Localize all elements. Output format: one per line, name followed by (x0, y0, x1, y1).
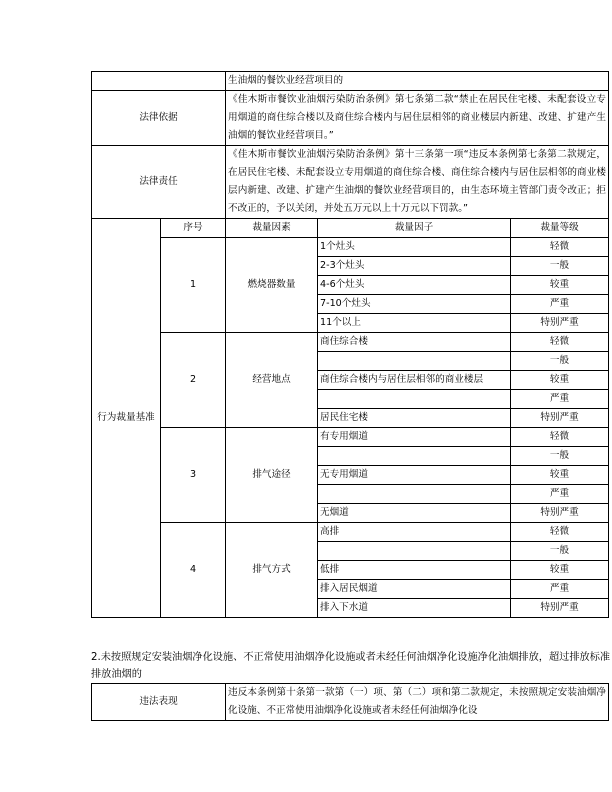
top-row-text: 生油烟的餐饮业经营项目的 (226, 72, 609, 91)
discretion-header-row (92, 219, 609, 238)
legal-liability-text: 《佳木斯市餐饮业油烟污染防治条例》第十三条第一项“违反本条例第七条第二款规定，在居民住宅楼、未配套设立专用烟道的商住综合楼、商住综合楼内与居住层相邻的商业楼层内新建、改建、扩建产生油烟的餐饮业经营项目的，由生态环境主管部门责令改正；拒不改正的，予以关闭，并处五万元以上十万元以下罚款。” (226, 146, 609, 219)
discretion-level: 轻微 (511, 333, 609, 352)
discretion-item (318, 352, 511, 371)
group-factor: 排气方式 (226, 523, 318, 618)
discretion-item: 商住综合楼内与居住层相邻的商业楼层 (318, 371, 511, 390)
discretion-item (318, 447, 511, 466)
discretion-level: 严重 (511, 390, 609, 409)
group-factor: 燃烧器数量 (226, 238, 318, 333)
discretion-level: 严重 (511, 485, 609, 504)
discretion-item: 居民住宅楼 (318, 409, 511, 428)
discretion-item: 无烟道 (318, 504, 511, 523)
legal-liability-label: 法律责任 (92, 146, 226, 219)
discretion-item: 排入下水道 (318, 599, 511, 618)
discretion-level: 较重 (511, 276, 609, 295)
discretion-item: 商住综合楼 (318, 333, 511, 352)
group-seq: 4 (161, 523, 226, 618)
discretion-table (91, 71, 609, 618)
table-row (92, 523, 609, 542)
legal-liability-row (92, 146, 609, 219)
discretion-item: 11个以上 (318, 314, 511, 333)
discretion-level: 轻微 (511, 428, 609, 447)
discretion-item: 7-10个灶头 (318, 295, 511, 314)
discretion-level: 较重 (511, 371, 609, 390)
discretion-item: 低排 (318, 561, 511, 580)
discretion-level: 特别严重 (511, 314, 609, 333)
header-seq: 序号 (161, 219, 226, 238)
top-row (92, 72, 609, 91)
group-seq: 1 (161, 238, 226, 333)
legal-basis-label: 法律依据 (92, 91, 226, 146)
group-factor: 经营地点 (226, 333, 318, 428)
discretion-item: 4-6个灶头 (318, 276, 511, 295)
violation-text: 违反本条例第十条第一款第（一）项、第（二）项和第二款规定，未按照规定安装油烟净化设施、不正常使用油烟净化设施或者未经任何油烟净化设 (226, 684, 609, 721)
discretion-level: 严重 (511, 580, 609, 599)
table-row (92, 333, 609, 352)
legal-basis-row (92, 91, 609, 146)
discretion-level: 一般 (511, 257, 609, 276)
discretion-level: 一般 (511, 447, 609, 466)
discretion-level: 一般 (511, 352, 609, 371)
discretion-level: 轻微 (511, 523, 609, 542)
discretion-item (318, 390, 511, 409)
discretion-level: 特别严重 (511, 409, 609, 428)
table-row (92, 238, 609, 257)
discretion-item (318, 485, 511, 504)
discretion-level: 较重 (511, 466, 609, 485)
table-row (92, 428, 609, 447)
discretion-item (318, 542, 511, 561)
header-factor: 裁量因素 (226, 219, 318, 238)
discretion-item: 2-3个灶头 (318, 257, 511, 276)
discretion-level: 一般 (511, 542, 609, 561)
section2-title: 2.未按照规定安装油烟净化设施、不正常使用油烟净化设施或者未经任何油烟净化设施净化油烟排放，超过排放标准排放油烟的 (91, 652, 611, 680)
discretion-level: 特别严重 (511, 599, 609, 618)
discretion-level: 严重 (511, 295, 609, 314)
header-level: 裁量等级 (511, 219, 609, 238)
top-row-label-cell (92, 72, 226, 91)
violation-row (92, 684, 609, 721)
discretion-item: 无专用烟道 (318, 466, 511, 485)
discretion-item: 1个灶头 (318, 238, 511, 257)
discretion-level: 较重 (511, 561, 609, 580)
discretion-label: 行为裁量基准 (92, 219, 161, 618)
discretion-item: 排入居民烟道 (318, 580, 511, 599)
violation-label: 违法表现 (92, 684, 226, 721)
header-item: 裁量因子 (318, 219, 511, 238)
discretion-level: 特别严重 (511, 504, 609, 523)
legal-basis-text: 《佳木斯市餐饮业油烟污染防治条例》第七条第二款“禁止在居民住宅楼、未配套设立专用烟道的商住综合楼以及商住综合楼内与居住层相邻的商业楼层内新建、改建、扩建产生油烟的餐饮业经营项目。” (226, 91, 609, 146)
group-seq: 2 (161, 333, 226, 428)
violation-table (91, 683, 609, 721)
group-seq: 3 (161, 428, 226, 523)
group-factor: 排气途径 (226, 428, 318, 523)
discretion-level: 轻微 (511, 238, 609, 257)
discretion-item: 有专用烟道 (318, 428, 511, 447)
discretion-item: 高排 (318, 523, 511, 542)
